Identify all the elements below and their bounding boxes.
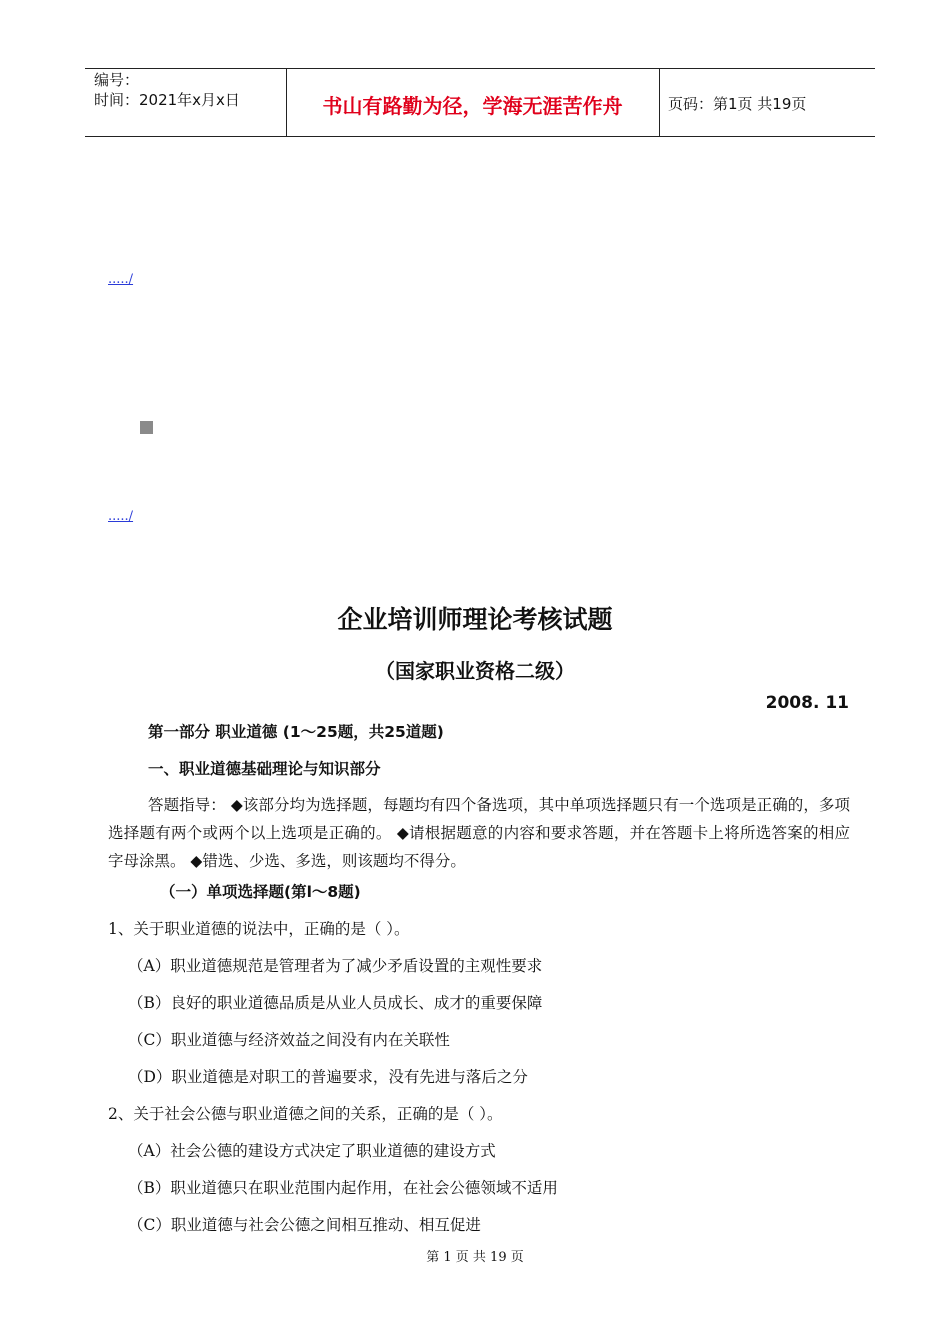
- question-option: （B）职业道德只在职业范围内起作用，在社会公德领域不适用: [128, 1179, 558, 1197]
- exam-subtitle: （国家职业资格二级）: [375, 659, 575, 683]
- question-option: （C）职业道德与社会公德之间相互推动、相互促进: [128, 1216, 481, 1234]
- instructions-paragraph: 答题指导： ◆该部分均为选择题，每题均有四个备选项，其中单项选择题只有一个选项是正确的，多项选择题有两个或两个以上选项是正确的。 ◆请根据题意的内容和要求答题，并在答题卡上将所选答案的相应字母涂黑。 ◆错选、少选、多选，则该题均不得分。: [108, 796, 850, 870]
- header-bottom-border: [85, 136, 875, 137]
- header-top-border: [85, 68, 875, 69]
- exam-title: 企业培训师理论考核试题: [337, 605, 613, 634]
- question-option: （A）职业道德规范是管理者为了减少矛盾设置的主观性要求: [128, 957, 543, 975]
- question-option: （B）良好的职业道德品质是从业人员成长、成才的重要保障: [128, 994, 543, 1012]
- question-stem: 1、关于职业道德的说法中，正确的是（ ）。: [108, 920, 410, 938]
- serial-label: 编号：: [94, 71, 140, 89]
- question-option: （C）职业道德与经济效益之间没有内在关联性: [128, 1031, 450, 1049]
- square-bullet-icon: [140, 421, 153, 434]
- question-option: （A）社会公德的建设方式决定了职业道德的建设方式: [128, 1142, 496, 1160]
- header-page-info: 页码：第1页 共19页: [668, 95, 807, 113]
- part-heading: 第一部分 职业道德 (1～25题，共25道题): [148, 723, 444, 741]
- section-heading: 一、职业道德基础理论与知识部分: [148, 760, 381, 778]
- page-footer: 第 1 页 共 19 页: [426, 1250, 524, 1265]
- time-label: 时间：2021年x月x日: [94, 91, 240, 109]
- question-option: （D）职业道德是对职工的普遍要求，没有先进与落后之分: [128, 1068, 528, 1086]
- document-link-1[interactable]: ...../: [108, 272, 134, 287]
- document-link-2[interactable]: ...../: [108, 509, 134, 524]
- header-divider-right: [659, 68, 660, 136]
- header-motto: 书山有路勤为径，学海无涯苦作舟: [322, 94, 623, 118]
- subsection-heading: （一）单项选择题(第l～8题): [160, 883, 361, 901]
- exam-date: 2008. 11: [765, 693, 849, 713]
- header-meta: [94, 70, 240, 110]
- question-stem: 2、关于社会公德与职业道德之间的关系，正确的是（ ）。: [108, 1105, 503, 1123]
